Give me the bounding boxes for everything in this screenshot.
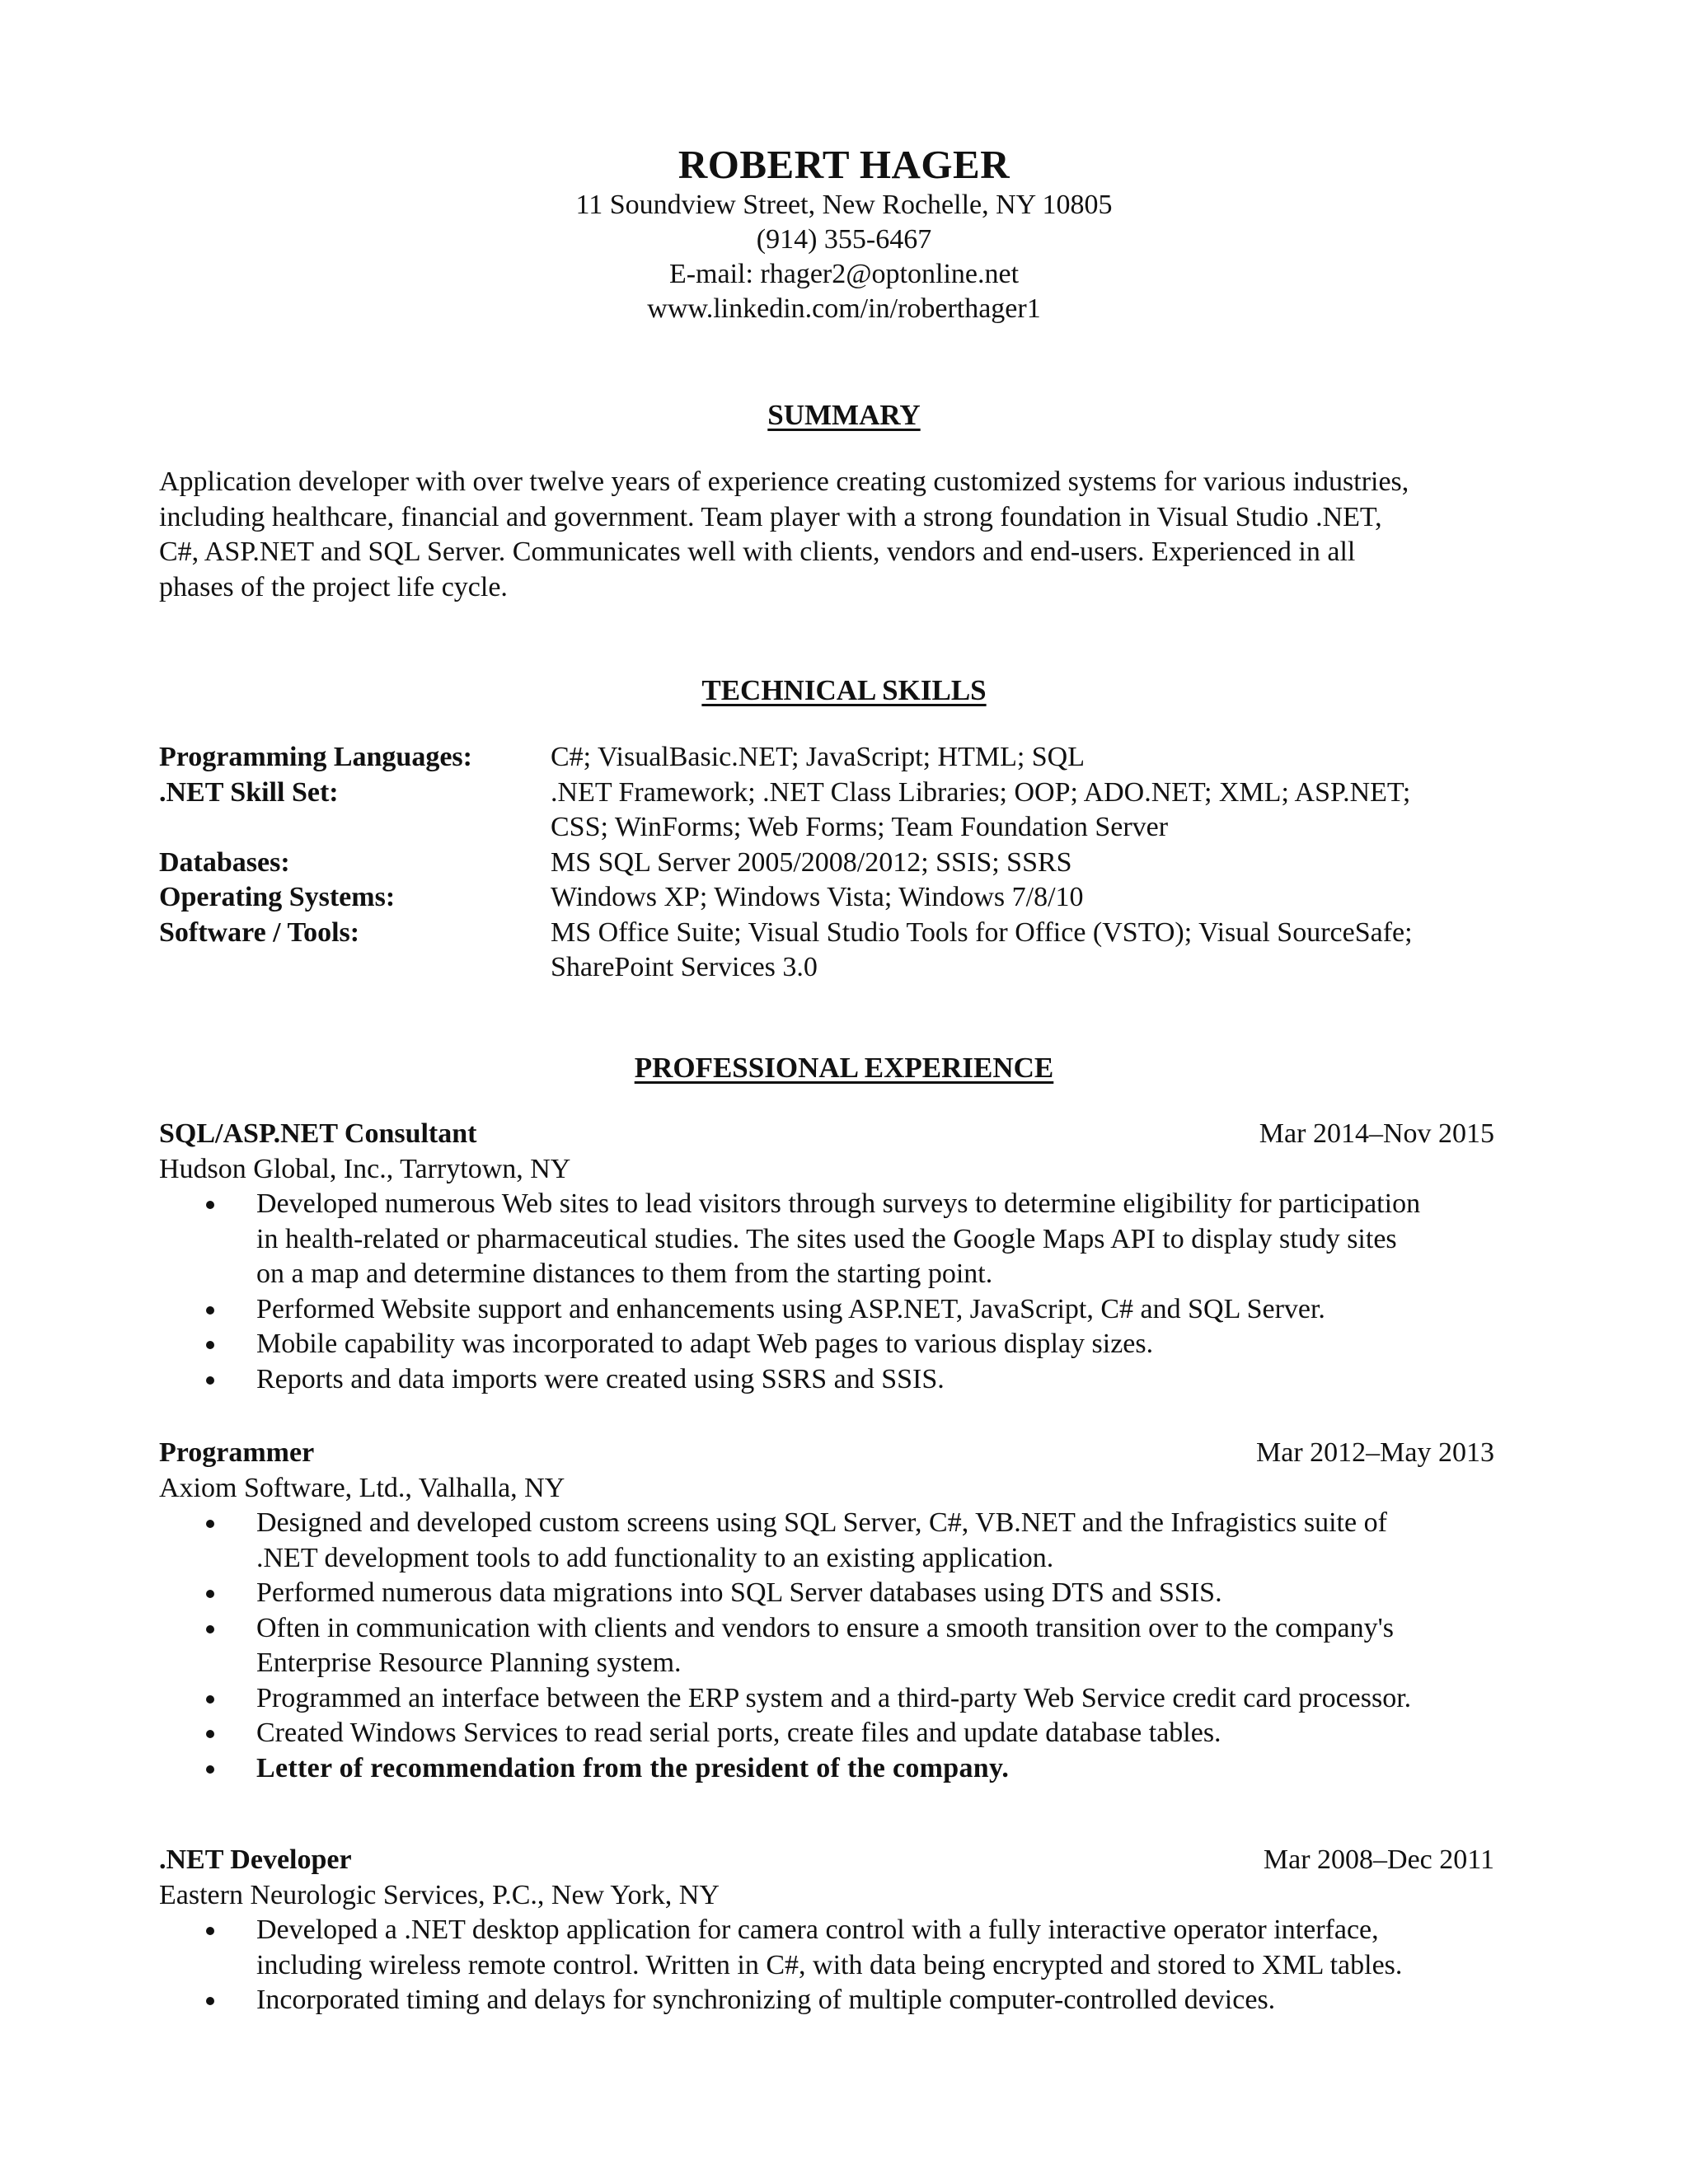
- bullet-item: [159, 1681, 1658, 1717]
- job-title: .NET Developer: [159, 1844, 352, 1875]
- skill-value: [551, 740, 1527, 776]
- skill-label: Databases:: [159, 846, 290, 878]
- skill-value: [551, 880, 1527, 916]
- skill-value-line: CSS; WinForms; Web Forms; Team Foundation Server: [551, 812, 1169, 842]
- bullet-line: Performed Website support and enhancements using ASP.NET, JavaScript, C# and SQL Server.: [256, 1293, 1325, 1324]
- skill-row: [159, 880, 1527, 916]
- job-header: [159, 1843, 1494, 1878]
- job-company: Axiom Software, Ltd., Valhalla, NY: [159, 1472, 565, 1503]
- job-bullets: [159, 1506, 1494, 1786]
- bullet-item: [159, 1362, 1658, 1398]
- bullet-item: [159, 1716, 1658, 1751]
- bullet-line: Incorporated timing and delays for synchronizing of multiple computer-controlled devices.: [256, 1985, 1276, 2015]
- job-title: Programmer: [159, 1437, 315, 1468]
- bullet-line: including wireless remote control. Written in C#, with data being encrypted and stored to XML tables.: [256, 1949, 1403, 1980]
- skill-value-line: .NET Framework; .NET Class Libraries; OOP; ADO.NET; XML; ASP.NET;: [551, 776, 1411, 808]
- skill-label: Programming Languages:: [159, 742, 472, 772]
- bullet-line: Reports and data imports were created using SSRS and SSIS.: [256, 1363, 945, 1394]
- job-entry: [159, 1436, 1494, 1786]
- summary-heading: SUMMARY: [767, 399, 921, 431]
- summary-text: [159, 465, 1527, 605]
- bullet-line: Mobile capability was incorporated to adapt Web pages to various display sizes.: [256, 1329, 1154, 1359]
- job-header: [159, 1436, 1494, 1471]
- job-entry: [159, 1843, 1494, 2018]
- skill-row: [159, 740, 1527, 776]
- skill-value-line: SharePoint Services 3.0: [551, 952, 818, 982]
- skill-value-line: C#; VisualBasic.NET; JavaScript; HTML; SQL: [551, 742, 1085, 772]
- bullet-line: Created Windows Services to read serial ports, create files and update database tables.: [256, 1718, 1221, 1748]
- bullet-item: [159, 1506, 1658, 1576]
- job-bullets: [159, 1913, 1494, 2018]
- address: 11 Soundview Street, New Rochelle, NY 10805: [575, 190, 1113, 220]
- bullet-line: Developed a .NET desktop application for camera control with a fully interactive operator interface,: [256, 1915, 1379, 1945]
- bullet-line: in health-related or pharmaceutical studies. The sites used the Google Maps API to display study sites: [256, 1223, 1397, 1254]
- bullet-line: .NET development tools to add functionality to an existing application.: [256, 1542, 1054, 1573]
- bullet-line: Developed numerous Web sites to lead visitors through surveys to determine eligibility for participation: [256, 1188, 1421, 1219]
- technical-skills-heading: TECHNICAL SKILLS: [701, 674, 987, 706]
- bullet-line: Performed numerous data migrations into SQL Server databases using DTS and SSIS.: [256, 1577, 1222, 1608]
- job-bullets: [159, 1187, 1494, 1397]
- job-company: Eastern Neurologic Services, P.C., New York, NY: [159, 1879, 720, 1910]
- bullet-item: [159, 1576, 1658, 1611]
- summary-line: phases of the project life cycle.: [159, 571, 508, 602]
- phone-number: (914) 355-6467: [756, 224, 932, 255]
- skill-value-line: MS Office Suite; Visual Studio Tools for Office (VSTO); Visual SourceSafe;: [551, 916, 1413, 948]
- bullet-line: Letter of recommendation from the president of the company.: [256, 1752, 1010, 1783]
- skill-label: .NET Skill Set:: [159, 776, 339, 808]
- bullet-item: [159, 1327, 1658, 1362]
- skill-value: [551, 776, 1527, 846]
- job-dates: Mar 2012–May 2013: [1256, 1437, 1494, 1468]
- bullet-item: [159, 1611, 1658, 1681]
- bullet-item-recommendation: [159, 1751, 1658, 1787]
- bullet-line: Programmed an interface between the ERP system and a third-party Web Service credit card processor.: [256, 1682, 1412, 1713]
- email-address: E-mail: rhager2@optonline.net: [668, 259, 1020, 289]
- bullet-item: [159, 1187, 1658, 1292]
- job-dates: Mar 2014–Nov 2015: [1259, 1118, 1494, 1149]
- job-header: [159, 1117, 1494, 1152]
- job-entry: [159, 1117, 1494, 1397]
- skill-label: Software / Tools:: [159, 916, 360, 948]
- skill-row: [159, 846, 1527, 881]
- bullet-line: Designed and developed custom screens using SQL Server, C#, VB.NET and the Infragistics suite of: [256, 1507, 1387, 1538]
- bullet-line: on a map and determine distances to them from the starting point.: [256, 1258, 993, 1289]
- professional-experience-heading: PROFESSIONAL EXPERIENCE: [634, 1052, 1054, 1084]
- bullet-line: Enterprise Resource Planning system.: [256, 1647, 682, 1678]
- bullet-line: Often in communication with clients and vendors to ensure a smooth transition over to the company's: [256, 1612, 1395, 1643]
- candidate-name: ROBERT HAGER: [678, 142, 1010, 187]
- summary-line: C#, ASP.NET and SQL Server. Communicates well with clients, vendors and end-users. Experienced in all: [159, 537, 1356, 567]
- skill-label: Operating Systems:: [159, 882, 396, 912]
- skill-value: [551, 916, 1527, 986]
- skills-table: [159, 740, 1527, 986]
- skill-value-line: MS SQL Server 2005/2008/2012; SSIS; SSRS: [551, 846, 1072, 878]
- summary-line: Application developer with over twelve years of experience creating customized systems for various industries,: [159, 466, 1409, 497]
- skill-row: [159, 916, 1527, 986]
- summary-line: including healthcare, financial and government. Team player with a strong foundation in Visual Studio .NET,: [159, 501, 1382, 532]
- job-title: SQL/ASP.NET Consultant: [159, 1118, 477, 1149]
- skill-row: [159, 776, 1527, 846]
- skill-value: [551, 846, 1527, 881]
- job-company: Hudson Global, Inc., Tarrytown, NY: [159, 1153, 571, 1184]
- skill-value-line: Windows XP; Windows Vista; Windows 7/8/10: [551, 882, 1084, 912]
- bullet-item: [159, 1292, 1658, 1328]
- bullet-item: [159, 1913, 1658, 1983]
- job-dates: Mar 2008–Dec 2011: [1263, 1844, 1494, 1875]
- bullet-item: [159, 1983, 1658, 2018]
- linkedin-url: www.linkedin.com/in/roberthager1: [647, 293, 1041, 324]
